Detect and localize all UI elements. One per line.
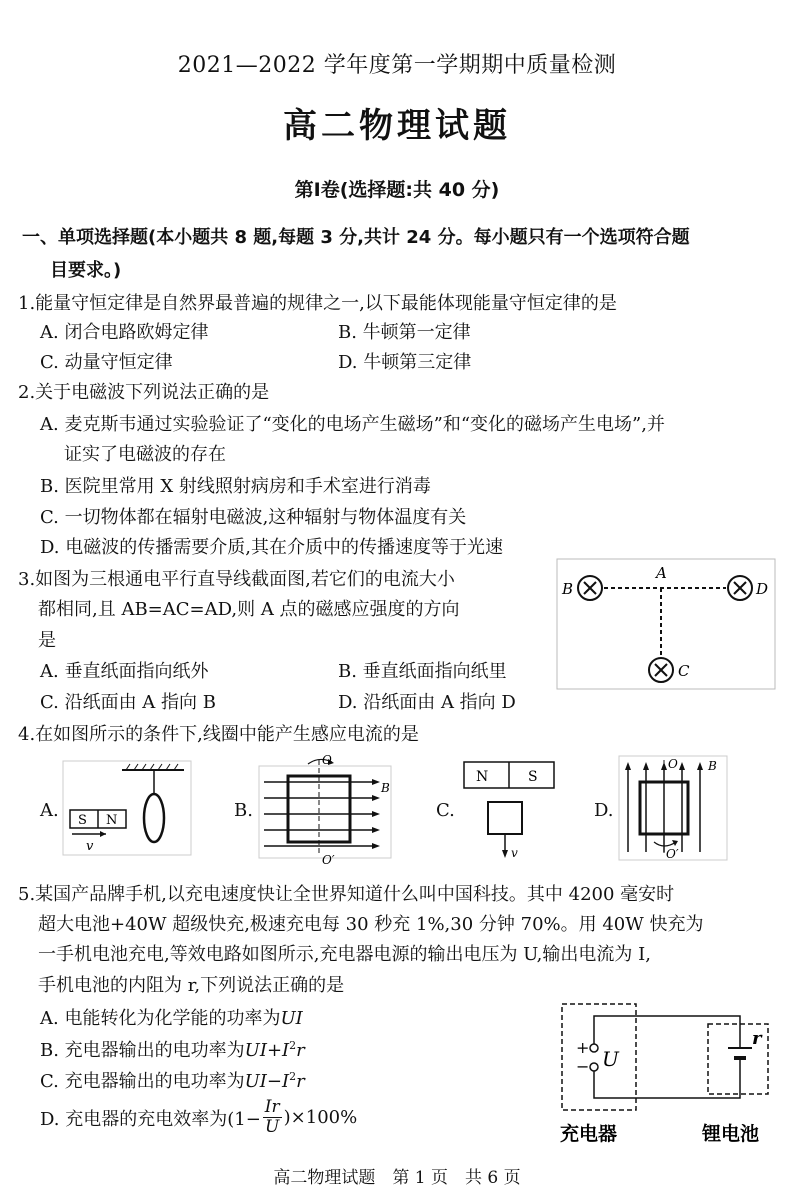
q5-option-d-fraction [263, 1098, 282, 1137]
q5-circuit-diagram [556, 1000, 780, 1150]
q5-option-b-text: B. 充电器输出的电功率为 [40, 1040, 245, 1061]
wire-d-symbol [728, 576, 752, 600]
page-footer: 高二物理试题 第 1 页 共 6 页 [273, 1168, 521, 1188]
fraction-denominator: U [265, 1117, 280, 1137]
q1-option-c: C. 动量守恒定律 [40, 352, 173, 373]
q5-option-c-exponent: 2 [289, 1070, 297, 1083]
q3-option-c: C. 沿纸面由 A 指向 B [40, 692, 216, 713]
q1-option-b: B. 牛顿第一定律 [338, 322, 471, 343]
label-a: A [656, 564, 667, 582]
q5-option-d-tail: )×100% [283, 1107, 358, 1128]
q3-stem-line1: 3.如图为三根通电平行直导线截面图,若它们的电流大小 [18, 569, 455, 590]
minus-terminal-label: − [576, 1057, 590, 1076]
q5-option-c-formula: UI−I [244, 1071, 290, 1092]
q4-figure-d [618, 752, 728, 864]
magnet-s-label: S [528, 769, 538, 785]
q5-stem-line1: 5.某国产品牌手机,以充电速度快让全世界知道什么叫中国科技。其中 4200 毫安时 [18, 884, 675, 905]
q5-stem-line4: 手机电池的内阻为 r,下列说法正确的是 [38, 975, 345, 996]
internal-resistance-r-label: r [752, 1028, 762, 1049]
exam-title: 2021—2022 学年度第一学期期中质量检测 [177, 53, 617, 78]
q5-option-b [40, 1036, 305, 1062]
q1-stem: 1.能量守恒定律是自然界最普遍的规律之一,以下最能体现能量守恒定律的是 [18, 293, 617, 314]
q3-stem-line2: 都相同,且 AB=AC=AD,则 A 点的磁感应强度的方向 [38, 599, 460, 620]
q3-option-b: B. 垂直纸面指向纸里 [338, 661, 507, 682]
q5-stem-line2: 超大电池+40W 超级快充,极速充电每 30 秒充 1%,30 分钟 70%。用 40W 快充为 [38, 914, 704, 935]
q2-option-d: D. 电磁波的传播需要介质,其在介质中的传播速度等于光速 [40, 537, 503, 558]
q1-option-a: A. 闭合电路欧姆定律 [40, 322, 209, 343]
q5-option-c [40, 1067, 305, 1093]
q3-option-d: D. 沿纸面由 A 指向 D [338, 692, 516, 713]
q5-option-b-formula: UI+I [244, 1040, 290, 1061]
magnet-n-label: N [476, 769, 489, 785]
axis-o-label: O [668, 757, 678, 771]
field-b-label: B [708, 759, 717, 773]
fraction-numerator: Ir [264, 1097, 280, 1117]
q3-wire-diagram [556, 558, 776, 690]
q3-stem-line3: 是 [38, 630, 56, 651]
label-d: D [756, 580, 769, 598]
axis-o-prime-label: O′ [322, 853, 335, 866]
wire-b-symbol [578, 576, 602, 600]
battery-caption: 锂电池 [702, 1123, 760, 1145]
q4-label-b: B. [234, 800, 253, 821]
q4-label-c: C. [436, 800, 455, 821]
section-instructions-line2: 目要求。) [50, 260, 122, 281]
velocity-v-label: v [511, 846, 518, 860]
subject-title: 高二物理试题 [283, 106, 511, 146]
magnet-s-label: S [78, 813, 87, 828]
q4-label-d: D. [594, 800, 614, 821]
q5-option-a [40, 1004, 303, 1030]
q5-stem-line3: 一手机电池充电,等效电路如图所示,充电器电源的输出电压为 U,输出电流为 I, [38, 944, 651, 965]
wire-c-symbol [649, 658, 673, 682]
charger-caption: 充电器 [560, 1123, 618, 1145]
q2-option-a-line1: A. 麦克斯韦通过实验验证了“变化的电场产生磁场”和“变化的磁场产生电场”,并 [40, 414, 665, 435]
label-b: B [562, 580, 574, 598]
q5-option-d-text: D. 充电器的充电效率为(1− [40, 1108, 261, 1130]
q5-option-a-text: A. 电能转化为化学能的功率为 [40, 1008, 281, 1029]
q4-figure-c [462, 758, 560, 862]
q5-option-b-r: r [296, 1040, 305, 1061]
q2-stem: 2.关于电磁波下列说法正确的是 [18, 382, 270, 403]
axis-o-prime-label: O′ [666, 847, 679, 861]
plus-terminal-label: + [576, 1038, 590, 1057]
q2-option-c: C. 一切物体都在辐射电磁波,这种辐射与物体温度有关 [40, 507, 467, 528]
q5-option-d [40, 1098, 357, 1137]
q4-figure-b [258, 752, 392, 866]
velocity-v-label: v [86, 839, 94, 854]
q4-figure-a [62, 760, 192, 856]
q5-option-c-r: r [296, 1071, 305, 1092]
q2-option-b: B. 医院里常用 X 射线照射病房和手术室进行消毒 [40, 476, 431, 497]
magnet-n-label: N [106, 813, 118, 828]
charger-box [562, 1004, 636, 1110]
q2-option-a-line2: 证实了电磁波的存在 [64, 444, 226, 465]
q5-option-a-formula: UI [280, 1008, 303, 1029]
q3-option-a: A. 垂直纸面指向纸外 [40, 661, 209, 682]
q5-option-c-text: C. 充电器输出的电功率为 [40, 1071, 245, 1092]
part-title: 第Ⅰ卷(选择题:共 40 分) [294, 179, 500, 201]
q4-label-a: A. [40, 800, 59, 821]
voltage-u-label: U [602, 1047, 619, 1071]
q4-stem: 4.在如图所示的条件下,线圈中能产生感应电流的是 [18, 724, 419, 745]
label-c: C [678, 662, 690, 680]
section-instructions-line1: 一、单项选择题(本小题共 8 题,每题 3 分,共计 24 分。每小题只有一个选项符合题 [22, 227, 690, 248]
axis-o-label: O [322, 753, 332, 767]
q5-option-b-exponent: 2 [289, 1039, 297, 1052]
field-b-label: B [381, 781, 390, 795]
q1-option-d: D. 牛顿第三定律 [338, 352, 472, 373]
